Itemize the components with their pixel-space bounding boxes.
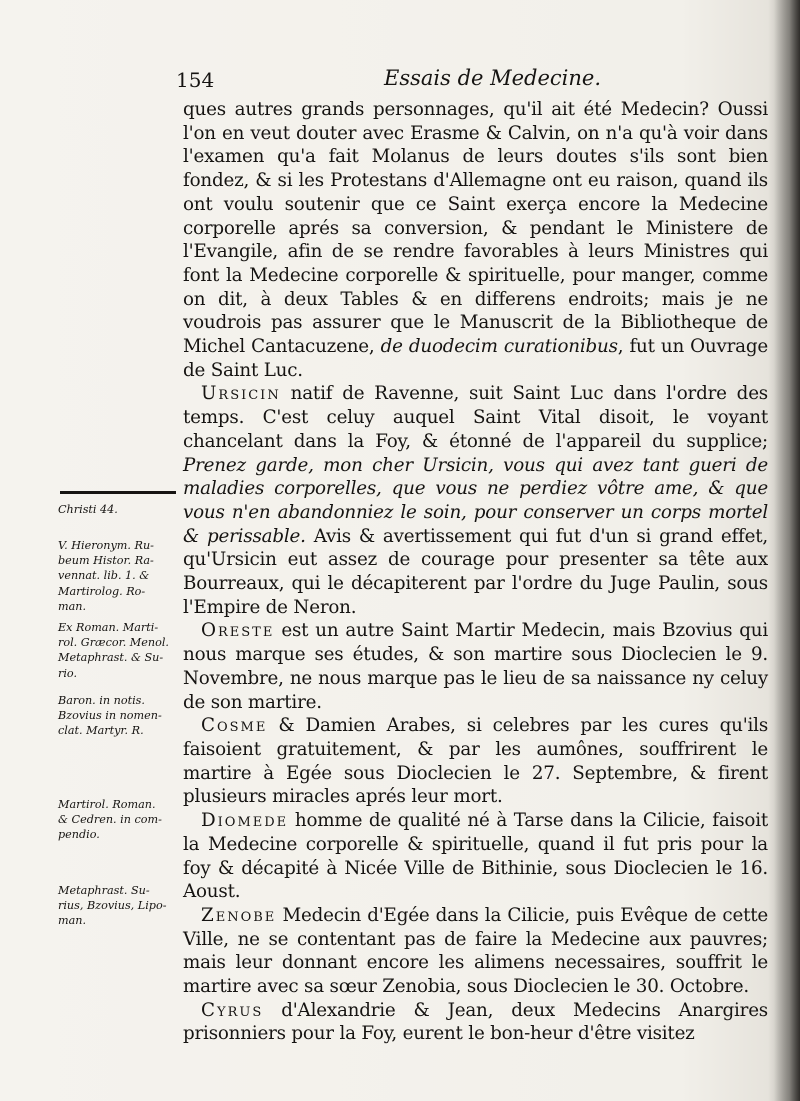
margin-note-roman bbox=[58, 620, 182, 681]
entry-name: Zenobe bbox=[201, 904, 277, 926]
margin-note-line: man. bbox=[58, 599, 87, 613]
margin-note-line: Martirolog. Ro- bbox=[58, 584, 146, 598]
paragraph-ursicin bbox=[183, 382, 768, 619]
margin-note-line: man. bbox=[58, 914, 87, 928]
margin-note-line: Metaphrast. & Su- bbox=[58, 651, 164, 665]
entry-name: Cyrus bbox=[201, 999, 264, 1021]
margin-note-martirol bbox=[58, 797, 182, 843]
margin-rule bbox=[60, 491, 176, 494]
margin-note-line: vennat. lib. 1. & bbox=[58, 569, 150, 583]
paragraph-text: natif de Ravenne, suit Saint Luc dans l'ordre des temps. C'est celuy auquel Saint Vital disoit, le voyant chancelant dans la Foy, & étonné de l'appareil du supplice; bbox=[183, 383, 768, 452]
entry-name: Oreste bbox=[201, 620, 275, 642]
italic-title: de duodecim curationibus bbox=[380, 336, 618, 358]
paragraph-cyrus bbox=[183, 999, 768, 1046]
margin-note-line: clat. Martyr. R. bbox=[58, 724, 144, 738]
paragraph-text: & Damien Arabes, si celebres par les cures qu'ils faisoient gratuitement, & par les aumônes, souffrirent le martire à Egée sous Dioclecien le 27. Septembre, & firent plusieurs miracles aprés leur mort. bbox=[183, 715, 768, 808]
paragraph-text: Avis & avertissement qui fut d'un si grand effet, qu'Ursicin eut assez de courage pour presenter sa tête aux Bourreaux, qui le décapiterent par l'ordre du Juge Paulin, sous l'Empire de Neron. bbox=[183, 525, 769, 618]
margin-note-line: Baron. in notis. bbox=[58, 694, 145, 707]
main-text bbox=[183, 98, 768, 1046]
margin-note-line: pendio. bbox=[58, 828, 100, 842]
paragraph-diomede bbox=[183, 809, 768, 904]
page-header bbox=[172, 62, 602, 96]
paragraph-luke bbox=[183, 98, 768, 382]
margin-note-line: Martirol. Roman. bbox=[58, 798, 156, 811]
paragraph-oreste bbox=[183, 619, 768, 714]
italic-quote: Prenez garde, mon cher Ursicin, vous qui avez tant gueri de maladies corporelles, que vous ne perdiez vôtre ame, & que vous n'en abandonniez le soin, pour conserver un corps mortel & perissable. bbox=[183, 454, 768, 547]
entry-name: Ursicin bbox=[201, 383, 281, 405]
margin-note-line: & Cedren. in com- bbox=[58, 813, 162, 827]
entry-name: Diomede bbox=[201, 810, 289, 832]
margin-note-line: beum Histor. Ra- bbox=[58, 554, 154, 568]
margin-note-line: Ex Roman. Marti- bbox=[58, 621, 159, 634]
margin-note-baron bbox=[58, 693, 182, 739]
margin-note-line: rol. Græcor. Menol. bbox=[58, 636, 169, 650]
page-gutter-shadow bbox=[774, 0, 800, 1101]
paragraph-text: , fut un Ouvrage de Saint Luc. bbox=[183, 336, 768, 381]
margin-note-line: Metaphrast. Su- bbox=[58, 884, 150, 897]
margin-note-line: rio. bbox=[58, 666, 78, 680]
paragraph-text: homme de qualité né à Tarse dans la Cilicie, faisoit la Medecine corporelle & spirituelle, quand il fut pris pour la foy & décapité à Nicée Ville de Bithinie, sous Dioclecien le 16. Aoust. bbox=[183, 810, 768, 903]
margin-note-line: rius, Bzovius, Lipo- bbox=[58, 899, 167, 913]
margin-note-metaphrast bbox=[58, 883, 182, 929]
page-number: 154 bbox=[176, 68, 215, 92]
margin-note-hieronym bbox=[58, 538, 182, 614]
paragraph-text: ques autres grands personnages, qu'il ait été Medecin? Oussi l'on en veut douter avec Erasme & Calvin, on n'a qu'à voir dans l'examen qu'a fait Molanus de leurs doutes s'ils sont bien fondez, & si les Protestans d'Allemagne ont eu raison, quand ils ont voulu soutenir que ce Saint exerça encore la Medecine corporelle aprés sa conversion, & pendant le Ministere de l'Evangile, afin de se rendre favorables à leurs Ministres qui font la Medecine corporelle & spirituelle, pour manger, comme on dit, à deux Tables & en differens endroits; mais je ne voudrois pas assurer que le Manuscrit de la Bibliotheque de Michel Cantacuzene, bbox=[183, 99, 768, 358]
entry-name: Cosme bbox=[201, 715, 268, 737]
margin-note-line: Christi 44. bbox=[58, 503, 118, 516]
running-title: Essais de Medecine. bbox=[384, 66, 602, 90]
margin-note-line: V. Hieronym. Ru- bbox=[58, 539, 154, 552]
paragraph-text: est un autre Saint Martir Medecin, mais Bzovius qui nous marque ses études, & son martire sous Dioclecien le 9. Novembre, ne nous marque pas le lieu de sa naissance ny celuy de son martire. bbox=[183, 620, 768, 713]
paragraph-zenobe bbox=[183, 904, 768, 999]
paragraph-cosme bbox=[183, 714, 768, 809]
margin-note-christi bbox=[58, 502, 182, 517]
margin-note-line: Bzovius in nomen- bbox=[58, 709, 162, 723]
paragraph-text: d'Alexandrie & Jean, deux Medecins Anargires prisonniers pour la Foy, eurent le bon-heur d'être visitez bbox=[183, 999, 768, 1045]
paragraph-text: Medecin d'Egée dans la Cilicie, puis Evêque de cette Ville, ne se contentant pas de faire la Medecine aux pauvres; mais leur donnant encore les alimens necessaires, souffrit le martire avec sa sœur Zenobia, sous Dioclecien le 30. Octobre. bbox=[183, 904, 768, 998]
